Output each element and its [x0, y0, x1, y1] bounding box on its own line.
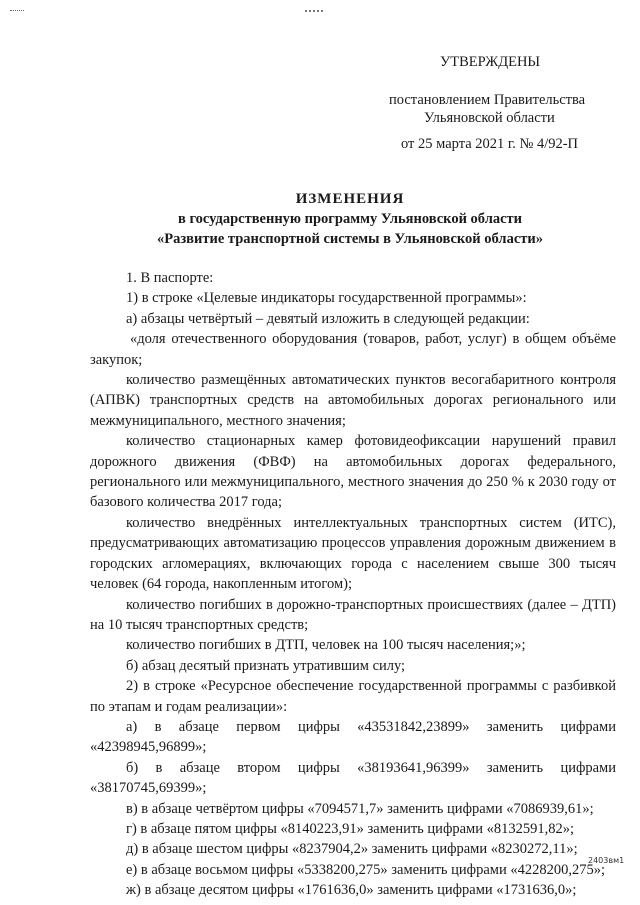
paragraph: 1) в строке «Целевые индикаторы государственной программы»:: [126, 290, 527, 307]
paragraph: е) в абзаце восьмом цифры «5338200,275» заменить цифрами «4228200,275»;: [126, 861, 605, 878]
paragraph: ж) в абзаце десятом цифры «1761636,0» заменить цифрами «1731636,0»;: [126, 882, 577, 899]
document-code: 2403вм1: [588, 856, 625, 865]
paragraph: а) в абзаце первом цифры «43531842,23899» заменить цифрами «42398945,96899»;: [90, 718, 616, 756]
scan-mark: [305, 10, 323, 12]
paragraph: количество размещённых автоматических пунктов весогабаритного контроля (АПВК) транспортных средств на автомобильных дорогах регионального или межмуниципального, местного значения;: [90, 372, 616, 429]
paragraph: б) абзац десятый признать утратившим силу;: [126, 657, 406, 674]
paragraph: в) в абзаце четвёртом цифры «7094571,7» заменить цифрами «7086939,61»;: [126, 800, 594, 817]
paragraph: 1. В паспорте:: [126, 270, 214, 286]
title-line-3: «Развитие транспортной системы в Ульяновской области»: [157, 231, 543, 247]
paragraph: «доля отечественного оборудования (товаров, работ, услуг) в общем объёме закупок;: [90, 331, 616, 368]
paragraph: д) в абзаце шестом цифры «8237904,2» заменить цифрами «8230272,11»;: [126, 841, 578, 858]
approved-title: УТВЕРЖДЕНЫ: [440, 54, 541, 70]
paragraph: количество внедрённых интеллектуальных транспортных систем (ИТС), предусматривающих автоматизацию процессов управления дорожным движением в городских агломерациях, включающих города с населением свыше 300 тысяч человек (64 города, накопленным итогом);: [90, 514, 616, 593]
title-line-1: ИЗМЕНЕНИЯ: [295, 191, 405, 207]
paragraph: количество стационарных камер фотовидеофиксации нарушений правил дорожного движения (ФВФ) на автомобильных дорогах федерального, регионального или межмуниципального, местного значения до 250 % к 2030 году от базового количества 2017 года;: [90, 433, 616, 511]
scan-mark: [10, 10, 24, 13]
approved-by-line2: Ульяновской области: [424, 110, 555, 126]
paragraph: количество погибших в ДТП, человек на 100 тысяч населения;»;: [126, 637, 526, 654]
paragraph: количество погибших в дорожно-транспортных происшествиях (далее – ДТП) на 10 тысяч транспортных средств;: [90, 596, 616, 633]
approved-date: от 25 марта 2021 г. № 4/92-П: [401, 136, 579, 152]
paragraph: а) абзацы четвёртый – девятый изложить в следующей редакции:: [126, 310, 530, 327]
approved-by-line1: постановлением Правительства: [389, 92, 586, 108]
document-body: [90, 268, 616, 901]
paragraph: б) в абзаце втором цифры «38193641,96399» заменить цифрами «38170745,69399»;: [90, 759, 616, 797]
title-line-2: в государственную программу Ульяновской области: [177, 211, 522, 227]
paragraph: г) в абзаце пятом цифры «8140223,91» заменить цифрами «8132591,82»;: [126, 820, 574, 837]
paragraph: 2) в строке «Ресурсное обеспечение государственной программы с разбивкой по этапам и годам реализации»:: [90, 678, 616, 715]
